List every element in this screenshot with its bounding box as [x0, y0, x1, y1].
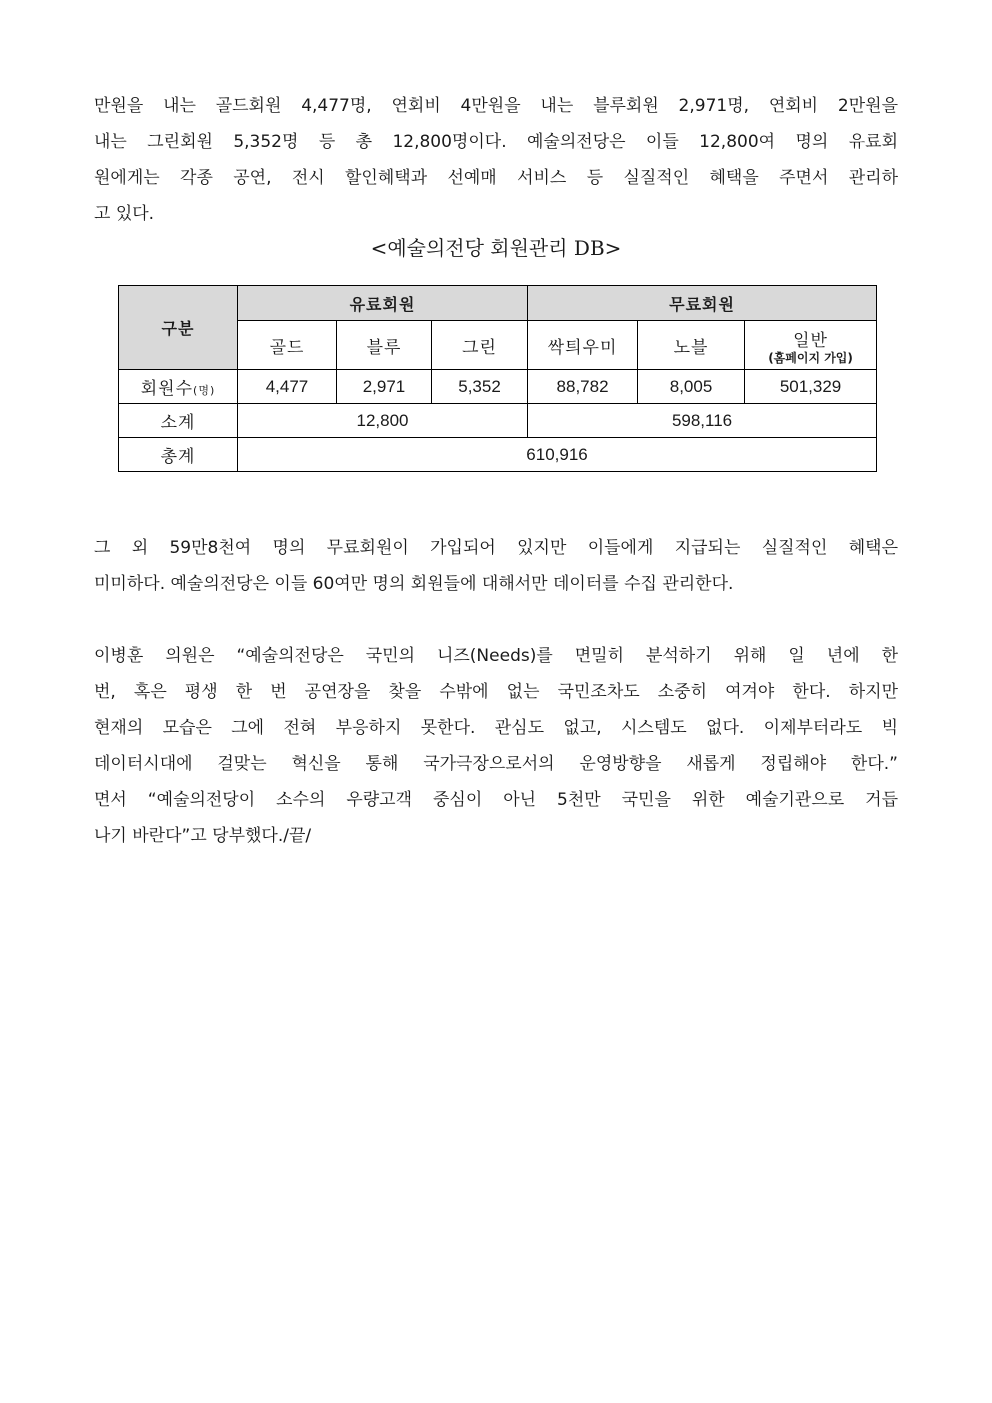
free-members-header: 무료회원: [528, 286, 877, 321]
paid-members-header: 유료회원: [238, 286, 528, 321]
text-line: 데이터시대에 걸맞는 혁신을 통해 국가극장으로서의 운영방향을 새롭게 정립해야 한다.”: [94, 754, 898, 774]
member-db-table: [118, 285, 877, 472]
green-header: 그린: [432, 321, 528, 370]
total-label: 총계: [119, 438, 238, 472]
gold-header: 골드: [238, 321, 337, 370]
sprout-header: 싹틔우미: [528, 321, 638, 370]
general-header: [745, 321, 877, 370]
paragraph-lawmaker-quote: [94, 638, 898, 854]
subtotal-label: 소계: [119, 404, 238, 438]
blue-header: 블루: [337, 321, 432, 370]
noble-header: 노블: [638, 321, 745, 370]
text-line: 내는 그린회원 5,352명 등 총 12,800명이다. 예술의전당은 이들 12,800여 명의 유료회: [94, 132, 898, 152]
total-value: 610,916: [238, 438, 877, 472]
text-line: 이병훈 의원은 “예술의전당은 국민의 니즈(Needs)를 면밀히 분석하기 위해 일 년에 한: [94, 646, 898, 666]
text-line: 면서 “예술의전당이 소수의 우량고객 중심이 아닌 5천만 국민을 위한 예술기관으로 거듭: [94, 790, 898, 810]
table-cell: 8,005: [638, 370, 745, 404]
category-header: 구분: [119, 286, 238, 370]
table-cell: 5,352: [432, 370, 528, 404]
table-cell: 88,782: [528, 370, 638, 404]
subtotal-free: 598,116: [528, 404, 877, 438]
text-line: 현재의 모습은 그에 전혀 부응하지 못한다. 관심도 없고, 시스템도 없다. 이제부터라도 빅: [94, 718, 898, 738]
text-line: 그 외 59만8천여 명의 무료회원이 가입되어 있지만 이들에게 지급되는 실질적인 혜택은: [94, 538, 898, 558]
table-caption: <예술의전당 회원관리 DB>: [370, 236, 622, 260]
text-line: 고 있다.: [94, 204, 155, 224]
text-line: 번, 혹은 평생 한 번 공연장을 찾을 수밖에 없는 국민조차도 소중히 여겨야 한다. 하지만: [94, 682, 898, 702]
table-cell: 501,329: [745, 370, 877, 404]
text-line: 나기 바란다”고 당부했다./끝/: [94, 826, 312, 846]
subtotal-paid: 12,800: [238, 404, 528, 438]
paragraph-free-members: [94, 530, 898, 602]
paragraph-membership-intro: [94, 88, 898, 232]
members-unit: (명): [193, 384, 216, 397]
table-cell: 4,477: [238, 370, 337, 404]
members-label: 회원수: [140, 379, 194, 399]
members-label-cell: [119, 370, 238, 404]
text-line: 만원을 내는 골드회원 4,477명, 연회비 4만원을 내는 블루회원 2,971명, 연회비 2만원을: [94, 96, 898, 116]
general-note: (홈페이지 가입): [768, 350, 853, 365]
text-line: 미미하다. 예술의전당은 이들 60여만 명의 회원들에 대해서만 데이터를 수집 관리한다.: [94, 574, 734, 594]
text-line: 원에게는 각종 공연, 전시 할인혜택과 선예매 서비스 등 실질적인 혜택을 주면서 관리하: [94, 168, 898, 188]
table-cell: 2,971: [337, 370, 432, 404]
general-label: 일반: [793, 330, 828, 351]
